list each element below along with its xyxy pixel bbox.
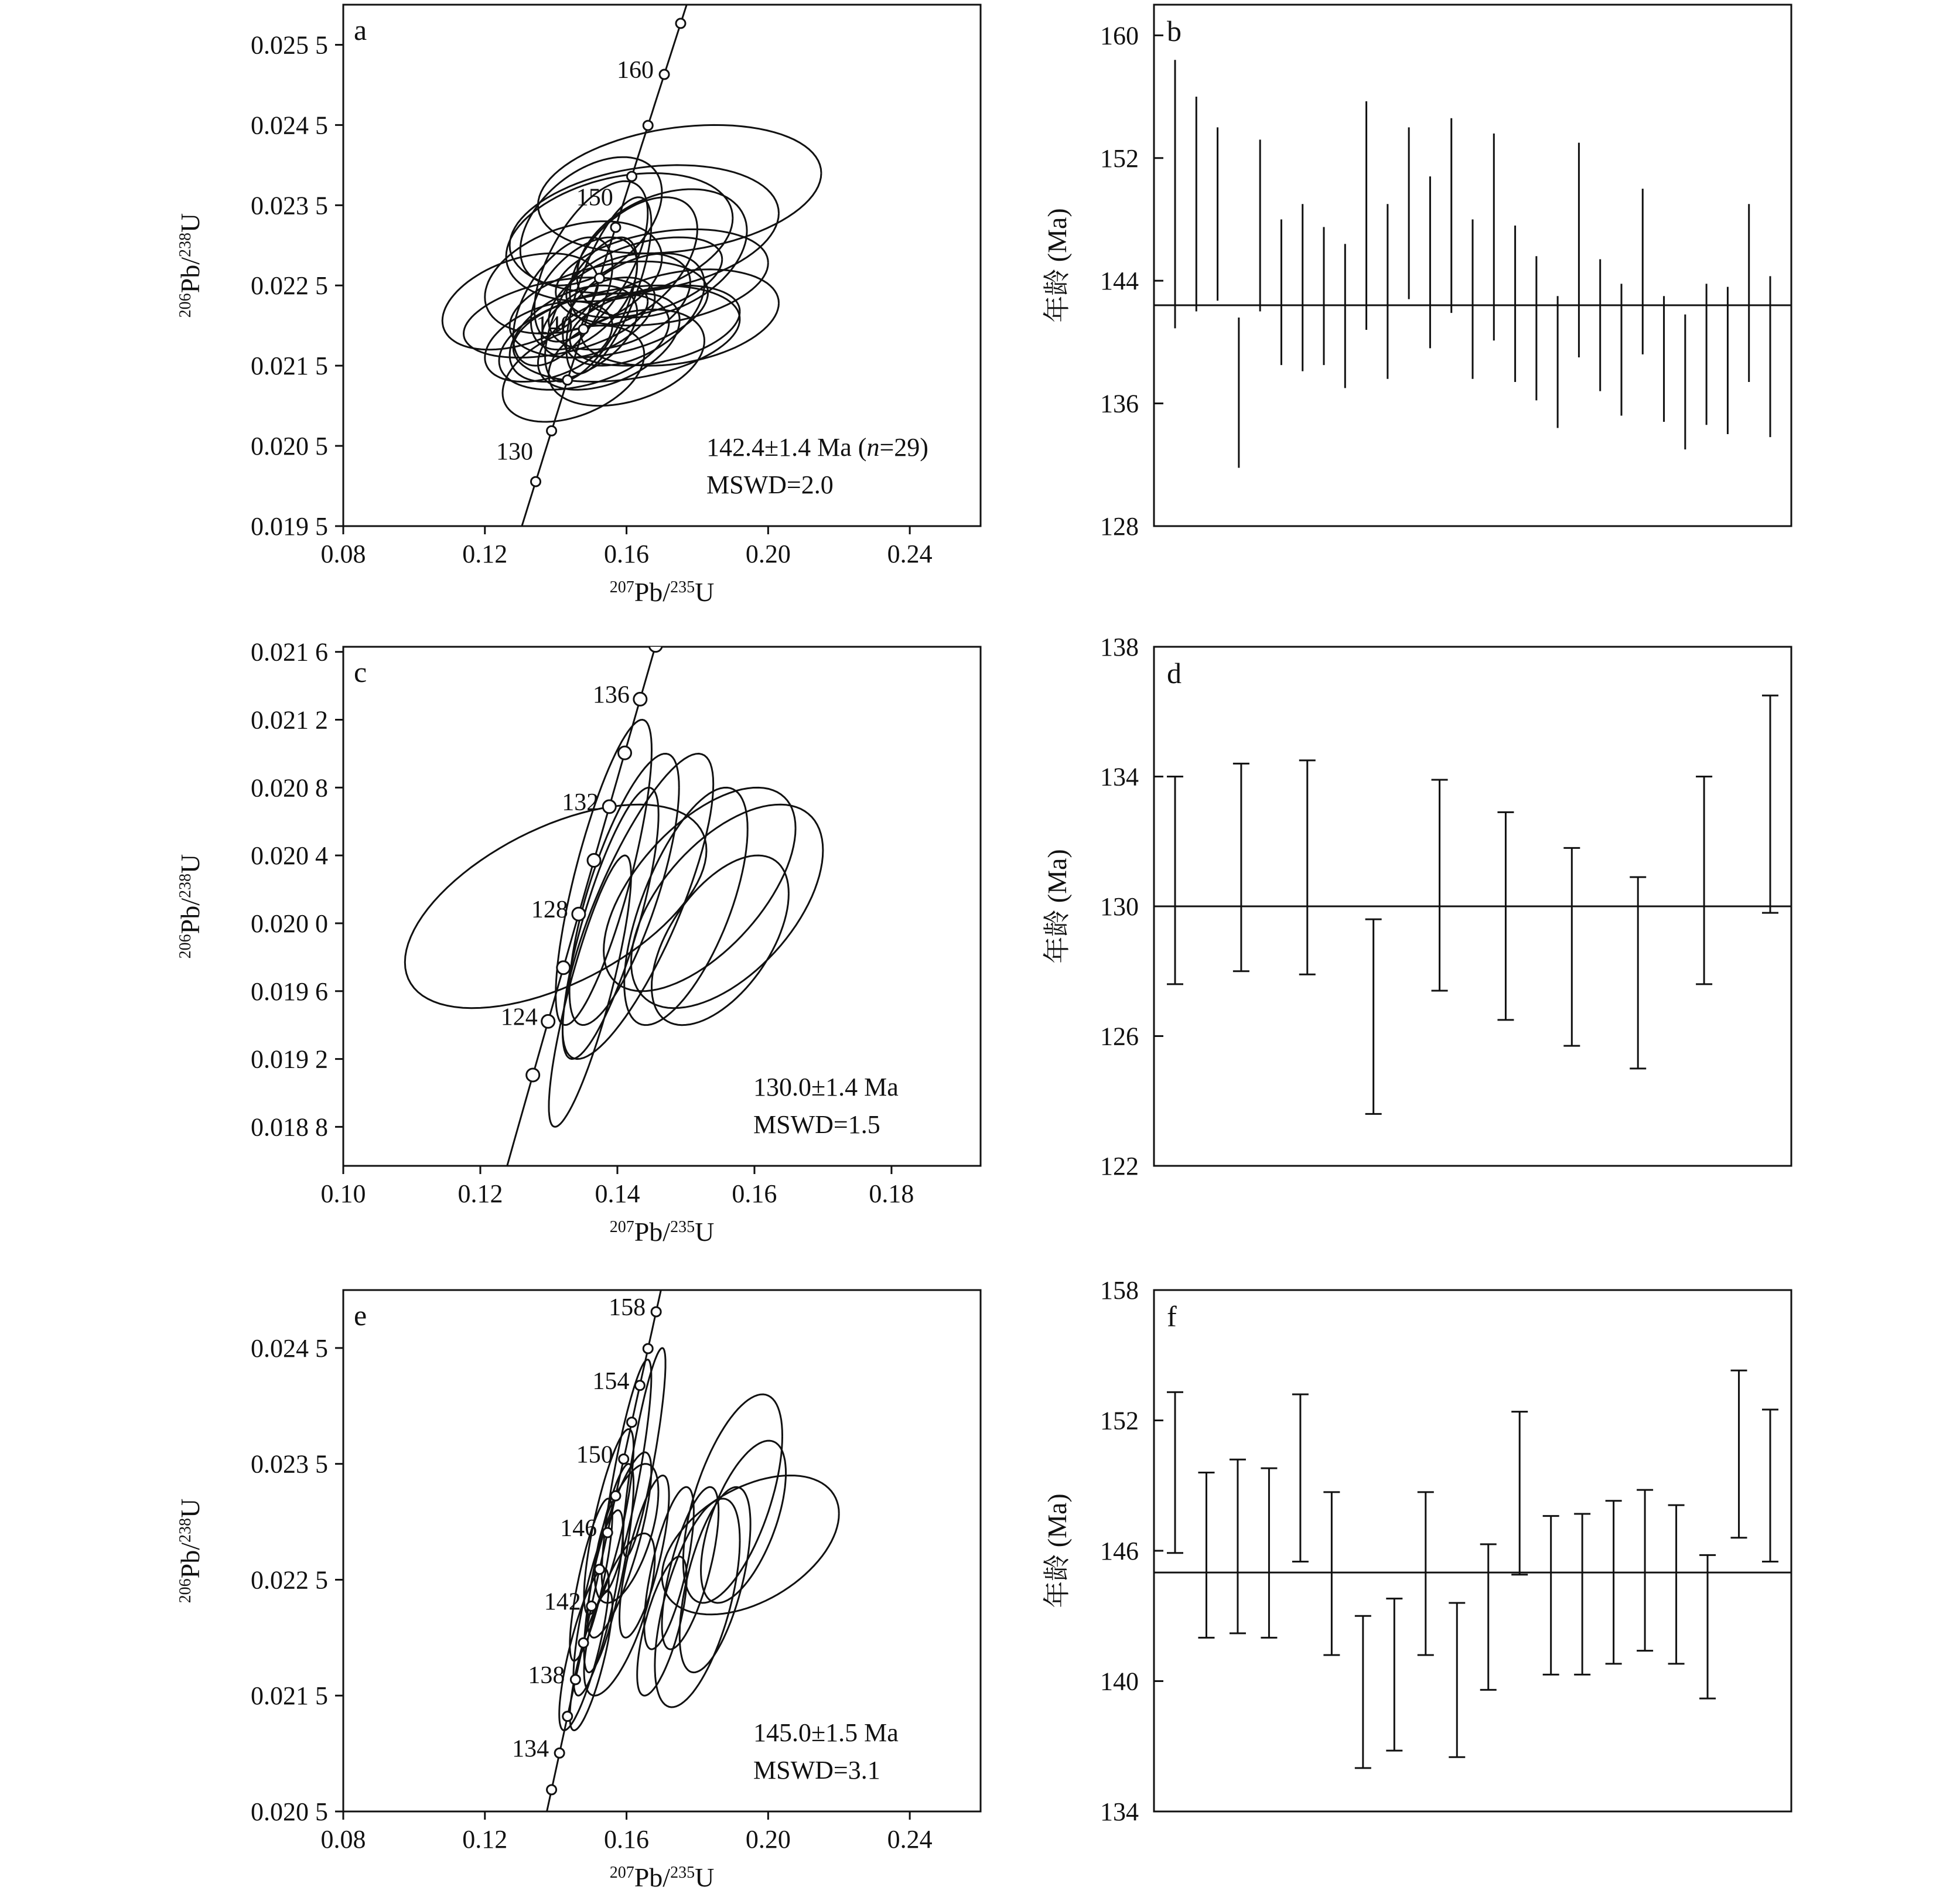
concordia-age-marker: [603, 800, 616, 813]
y-tick-label: 126: [1100, 1022, 1139, 1051]
concordia-age-marker: [627, 1418, 637, 1427]
concordia-age-marker: [579, 325, 588, 334]
y-axis-label: 年龄 (Ma): [1042, 1493, 1072, 1608]
panel-b-age-chart: [1042, 5, 1791, 541]
concordia-age-marker: [588, 854, 600, 867]
x-tick-label: 0.24: [887, 1825, 933, 1854]
concordia-age-label: 130: [496, 438, 534, 466]
concordia-age-marker: [571, 1675, 580, 1684]
concordia-age-marker: [634, 692, 647, 705]
concordia-age-label: 150: [576, 1441, 613, 1469]
x-tick-label: 0.16: [604, 540, 650, 568]
concordia-age-marker: [611, 1491, 620, 1500]
y-tick-label: 0.020 5: [251, 432, 328, 461]
x-tick-label: 0.12: [462, 1825, 508, 1854]
concordia-age-marker: [649, 639, 662, 652]
y-tick-label: 152: [1100, 144, 1139, 173]
x-label-superscript: 207: [609, 1863, 634, 1882]
concordia-age-marker: [579, 1638, 588, 1647]
x-tick-label: 0.08: [320, 540, 366, 568]
concordia-age-marker: [643, 1344, 653, 1353]
concordia-age-marker: [595, 274, 604, 283]
concordia-age-label: 142: [544, 1588, 581, 1616]
y-tick-label: 0.020 4: [251, 841, 328, 871]
x-tick-label: 0.20: [745, 1825, 791, 1854]
x-tick-label: 0.16: [732, 1179, 777, 1208]
mswd-annotation: MSWD=3.1: [753, 1756, 880, 1785]
concordia-age-marker: [603, 1528, 612, 1537]
y-tick-label: 0.023 5: [251, 1449, 328, 1479]
concordia-age-marker: [651, 1307, 661, 1316]
concordia-age-label: 132: [562, 789, 599, 816]
y-tick-label: 0.025 5: [251, 30, 328, 60]
concordia-age-marker: [635, 1381, 644, 1390]
y-tick-label: 0.021 6: [251, 637, 328, 667]
y-tick-label: 146: [1100, 1537, 1139, 1565]
annotation-text: 142.4±1.4 Ma (: [706, 433, 867, 462]
mswd-annotation: MSWD=2.0: [706, 470, 834, 499]
concordia-age-label: 138: [528, 1661, 565, 1689]
y-tick-label: 140: [1100, 1667, 1139, 1696]
y-label-superscript: 206: [176, 293, 194, 318]
concordia-age-label: 158: [609, 1294, 646, 1322]
y-tick-label: 144: [1100, 267, 1139, 296]
mswd-annotation: MSWD=1.5: [753, 1110, 880, 1139]
panel-letter: c: [354, 656, 367, 688]
x-axis-label: [610, 1217, 715, 1247]
x-label-text: U: [695, 1862, 715, 1892]
x-tick-label: 0.14: [595, 1179, 640, 1208]
x-tick-label: 0.24: [887, 540, 933, 568]
concordia-age-marker: [619, 746, 631, 759]
y-tick-label: 0.019 6: [251, 977, 328, 1006]
concordia-age-label: 124: [500, 1004, 538, 1031]
y-tick-label: 0.023 5: [251, 191, 328, 220]
y-tick-label: 128: [1100, 512, 1139, 541]
concordia-age-marker: [557, 961, 570, 974]
y-tick-label: 138: [1100, 633, 1139, 661]
age-annotation: 130.0±1.4 Ma: [753, 1073, 899, 1101]
x-label-superscript: 207: [609, 578, 634, 596]
annotation-text: =29): [879, 433, 928, 462]
y-axis-label: 年龄 (Ma): [1042, 849, 1072, 964]
y-tick-label: 0.020 5: [251, 1797, 328, 1826]
concordia-age-label: 140: [536, 311, 573, 339]
x-tick-label: 0.16: [604, 1825, 650, 1854]
x-label-superscript: 207: [609, 1217, 634, 1236]
x-label-superscript: 235: [670, 578, 695, 596]
panel-d-age-chart: [1042, 633, 1791, 1180]
error-ellipse: [683, 1394, 782, 1603]
y-label-superscript: 206: [176, 934, 194, 959]
y-axis-label: [175, 854, 205, 959]
y-label-text: Pb/: [175, 898, 205, 934]
concordia-age-marker: [660, 70, 669, 79]
x-label-text: Pb/: [634, 1862, 671, 1892]
x-tick-label: 0.12: [457, 1179, 503, 1208]
concordia-age-marker: [611, 223, 620, 232]
concordia-age-label: 136: [592, 681, 630, 709]
x-tick-label: 0.10: [320, 1179, 366, 1208]
x-tick-label: 0.12: [462, 540, 508, 568]
y-label-superscript: 238: [176, 232, 194, 257]
x-label-text: U: [695, 1217, 715, 1247]
panel-letter: b: [1167, 15, 1182, 47]
y-axis-label: [175, 1499, 205, 1603]
y-label-text: U: [175, 1498, 205, 1518]
y-tick-label: 0.018 8: [251, 1113, 328, 1142]
x-label-text: Pb/: [634, 1217, 671, 1247]
panel-letter: d: [1167, 657, 1182, 690]
y-tick-label: 130: [1100, 892, 1139, 921]
panel-f-age-chart: [1042, 1276, 1791, 1826]
concordia-age-marker: [563, 1712, 572, 1721]
panel-letter: f: [1167, 1300, 1177, 1333]
y-tick-label: 0.021 5: [251, 1681, 328, 1711]
y-label-text: Pb/: [175, 1542, 205, 1579]
error-ellipse: [631, 804, 823, 1008]
y-label-superscript: 238: [176, 1517, 194, 1543]
concordia-age-marker: [515, 528, 525, 537]
y-tick-label: 0.019 2: [251, 1045, 328, 1074]
panel-letter: e: [354, 1299, 367, 1332]
y-tick-label: 0.020 0: [251, 909, 328, 938]
concordia-age-marker: [643, 121, 653, 130]
concordia-age-marker: [542, 1015, 555, 1028]
concordia-age-marker: [563, 376, 572, 385]
concordia-age-marker: [627, 172, 637, 181]
concordia-age-label: 150: [576, 184, 613, 211]
x-label-text: U: [695, 577, 715, 607]
y-label-text: Pb/: [175, 257, 205, 294]
concordia-age-marker: [547, 426, 556, 435]
concordia-age-marker: [595, 1565, 604, 1574]
concordia-age-marker: [587, 1602, 596, 1611]
y-tick-label: 160: [1100, 21, 1139, 50]
y-tick-label: 0.021 2: [251, 705, 328, 735]
y-axis-label: 年龄 (Ma): [1042, 208, 1072, 323]
x-tick-label: 0.20: [745, 540, 791, 568]
concordia-age-marker: [555, 1748, 564, 1758]
y-tick-label: 152: [1100, 1406, 1139, 1435]
concordia-age-label: 154: [592, 1367, 630, 1395]
error-ellipse: [679, 1487, 750, 1672]
x-label-superscript: 235: [670, 1217, 695, 1236]
y-tick-label: 0.020 8: [251, 773, 328, 803]
concordia-age-marker: [572, 907, 585, 920]
concordia-age-marker: [531, 477, 541, 486]
concordia-age-label: 134: [512, 1735, 549, 1763]
y-tick-label: 136: [1100, 389, 1139, 418]
y-label-superscript: 238: [176, 873, 194, 898]
y-label-superscript: 206: [176, 1578, 194, 1603]
concordia-age-marker: [547, 1785, 556, 1794]
panel-letter: a: [354, 13, 367, 46]
x-tick-label: 0.18: [869, 1179, 914, 1208]
y-tick-label: 0.024 5: [251, 1333, 328, 1363]
concordia-age-marker: [527, 1069, 539, 1081]
y-label-text: U: [175, 213, 205, 233]
y-tick-label: 0.024 5: [251, 111, 328, 140]
x-axis-label: [610, 577, 715, 607]
y-tick-label: 0.022 5: [251, 1565, 328, 1595]
error-ellipse: [655, 1499, 740, 1707]
y-tick-label: 0.022 5: [251, 271, 328, 301]
y-axis-label: [175, 213, 205, 318]
x-tick-label: 0.08: [320, 1825, 366, 1854]
age-annotation: 145.0±1.5 Ma: [753, 1718, 899, 1747]
concordia-age-label: 160: [617, 57, 654, 84]
x-label-superscript: 235: [670, 1863, 695, 1882]
concordia-age-marker: [619, 1454, 629, 1463]
annotation-n: n: [866, 433, 880, 462]
x-axis-label: [610, 1862, 715, 1892]
y-tick-label: 0.021 5: [251, 352, 328, 381]
y-label-text: U: [175, 854, 205, 874]
concordia-age-marker: [676, 19, 685, 28]
y-tick-label: 122: [1100, 1152, 1139, 1180]
age-annotation: [706, 433, 928, 462]
concordia-age-label: 128: [531, 896, 568, 924]
y-tick-label: 0.019 5: [251, 512, 328, 541]
y-tick-label: 134: [1100, 1797, 1139, 1826]
plot-frame: [1154, 1290, 1791, 1811]
y-tick-label: 134: [1100, 762, 1139, 791]
x-label-text: Pb/: [634, 577, 671, 607]
y-tick-label: 158: [1100, 1276, 1139, 1305]
concordia-age-label: 146: [560, 1515, 597, 1543]
